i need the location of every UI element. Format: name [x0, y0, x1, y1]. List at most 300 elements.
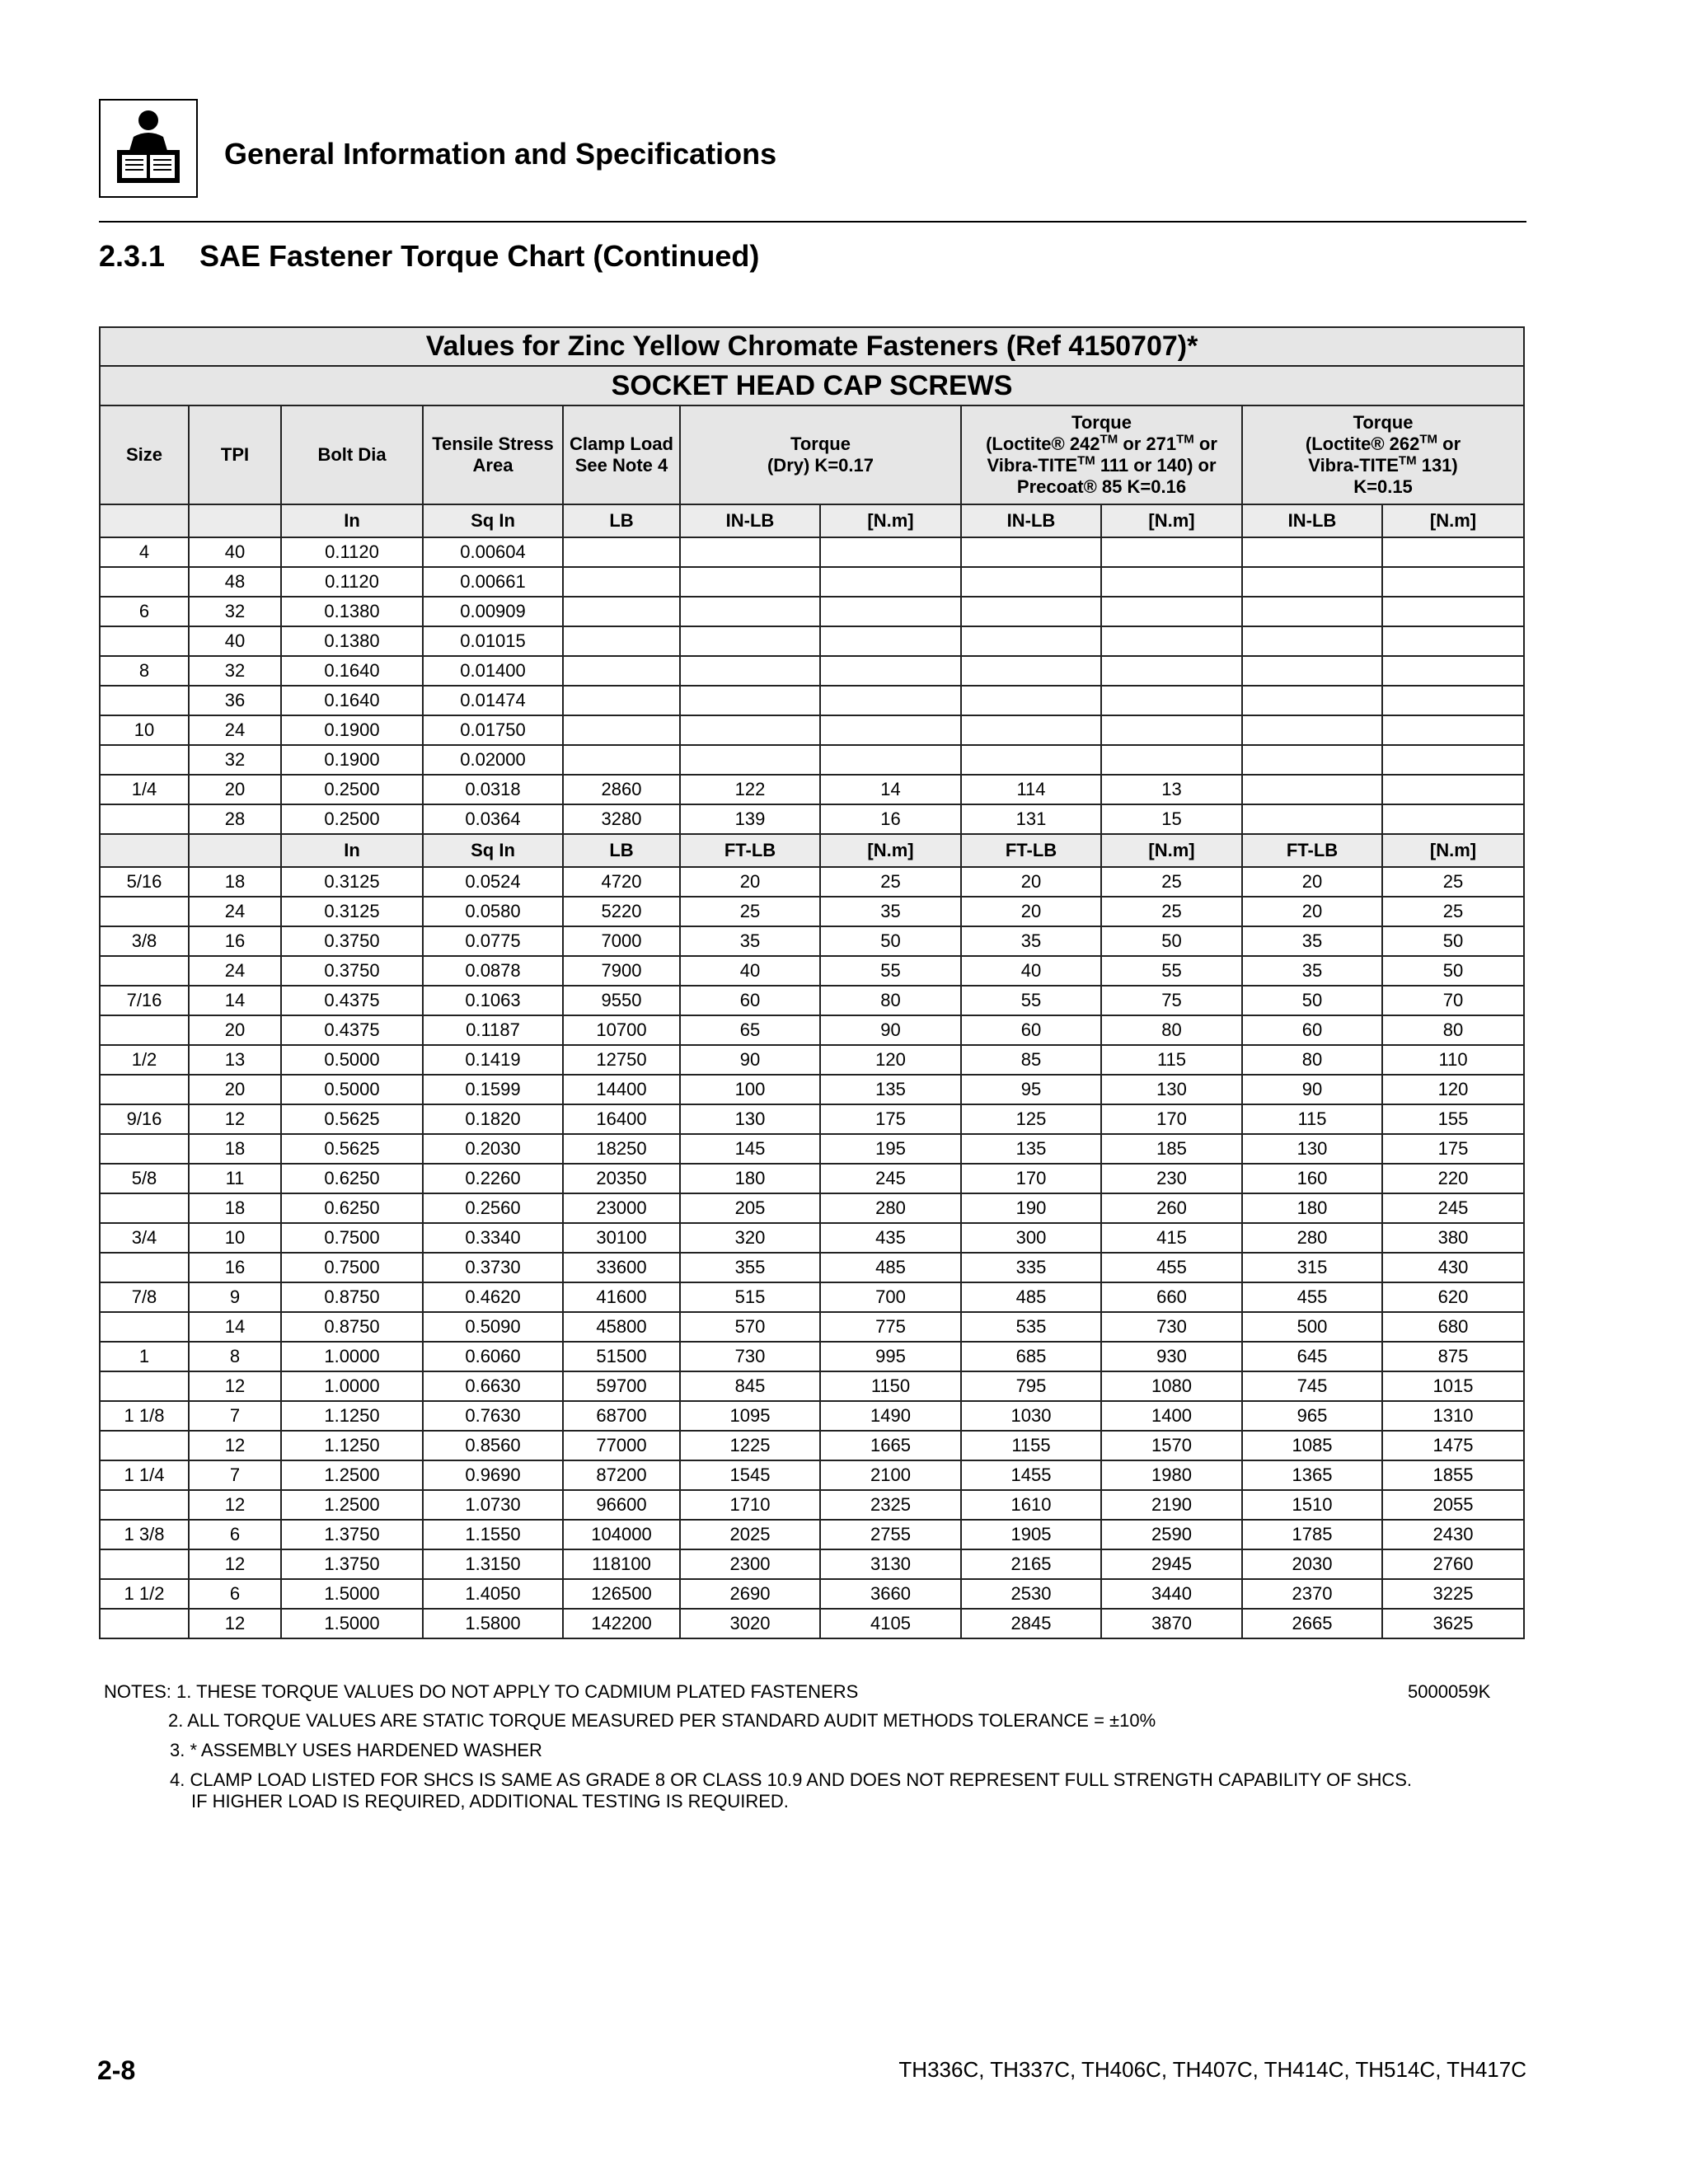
table-cell — [563, 656, 680, 686]
table-row — [100, 686, 1524, 715]
table-cell: 7/8 — [100, 1282, 189, 1312]
table-cell: 7 — [189, 1401, 281, 1431]
unit-cell — [100, 504, 189, 537]
table-cell: 3130 — [820, 1549, 961, 1579]
table-cell: 14 — [189, 986, 281, 1015]
header-tpi: TPI — [189, 405, 281, 504]
table-cell — [961, 656, 1101, 686]
units-row — [100, 834, 1524, 867]
table-cell: 1.3750 — [281, 1549, 423, 1579]
table-cell: 2665 — [1242, 1609, 1382, 1638]
table-cell: 70 — [1382, 986, 1524, 1015]
table-cell — [100, 1549, 189, 1579]
table-row — [100, 1371, 1524, 1401]
table-cell: 2760 — [1382, 1549, 1524, 1579]
table-cell: 12 — [189, 1431, 281, 1460]
table-row — [100, 1282, 1524, 1312]
table-cell: 1455 — [961, 1460, 1101, 1490]
table-cell: 3225 — [1382, 1579, 1524, 1609]
table-cell: 130 — [1242, 1134, 1382, 1164]
table-cell — [1382, 656, 1524, 686]
table-cell: 7000 — [563, 926, 680, 956]
table-cell: 2325 — [820, 1490, 961, 1520]
table-cell: 14 — [820, 775, 961, 804]
table-cell: 1.1550 — [423, 1520, 563, 1549]
table-cell: 40 — [961, 956, 1101, 986]
table-row — [100, 597, 1524, 626]
table-cell — [100, 1193, 189, 1223]
table-cell: 2860 — [563, 775, 680, 804]
table-cell — [100, 745, 189, 775]
table-cell: 0.00661 — [423, 567, 563, 597]
unit-cell: IN-LB — [961, 504, 1101, 537]
table-row — [100, 537, 1524, 567]
table-cell: 515 — [680, 1282, 820, 1312]
table-cell: 35 — [680, 926, 820, 956]
table-cell — [820, 715, 961, 745]
table-row — [100, 1015, 1524, 1045]
table-cell: 0.7500 — [281, 1253, 423, 1282]
table-cell — [100, 1431, 189, 1460]
table-cell: 5/16 — [100, 867, 189, 897]
table-cell: 35 — [1242, 926, 1382, 956]
table-cell: 25 — [1382, 867, 1524, 897]
table-cell: 25 — [1101, 867, 1242, 897]
table-cell: 3660 — [820, 1579, 961, 1609]
table-cell: 2100 — [820, 1460, 961, 1490]
table-cell: 7/16 — [100, 986, 189, 1015]
table-cell: 315 — [1242, 1253, 1382, 1282]
table-cell: 4 — [100, 537, 189, 567]
table-cell: 12 — [189, 1104, 281, 1134]
table-cell: 25 — [680, 897, 820, 926]
table-cell: 1.1250 — [281, 1401, 423, 1431]
table-cell — [680, 745, 820, 775]
table-cell: 0.3125 — [281, 897, 423, 926]
table-cell: 24 — [189, 956, 281, 986]
table-cell — [1382, 537, 1524, 567]
table-cell — [100, 1134, 189, 1164]
table-row — [100, 1223, 1524, 1253]
table-cell: 455 — [1101, 1253, 1242, 1282]
table-cell: 3/4 — [100, 1223, 189, 1253]
table-cell: 0.01015 — [423, 626, 563, 656]
table-cell: 104000 — [563, 1520, 680, 1549]
table-cell: 730 — [680, 1342, 820, 1371]
table-cell: 0.1640 — [281, 686, 423, 715]
table-cell: 2945 — [1101, 1549, 1242, 1579]
table-cell: 8 — [100, 656, 189, 686]
table-cell — [1382, 804, 1524, 834]
table-cell — [563, 686, 680, 715]
table-cell: 145 — [680, 1134, 820, 1164]
table-cell — [100, 804, 189, 834]
table-cell: 41600 — [563, 1282, 680, 1312]
table-row — [100, 1045, 1524, 1075]
table-cell: 1.0000 — [281, 1342, 423, 1371]
table-cell: 25 — [820, 867, 961, 897]
table-cell: 50 — [820, 926, 961, 956]
table-cell: 85 — [961, 1045, 1101, 1075]
table-cell: 10 — [100, 715, 189, 745]
table-cell: 620 — [1382, 1282, 1524, 1312]
table-cell: 220 — [1382, 1164, 1524, 1193]
table-cell: 1/2 — [100, 1045, 189, 1075]
table-cell: 1150 — [820, 1371, 961, 1401]
person-reading-book-icon — [99, 99, 198, 198]
header-torque-loctite-262: Torque (Loctite® 262™ or Vibra-TITE™ 131) K=0.15 — [1242, 405, 1524, 504]
table-cell: 115 — [1101, 1045, 1242, 1075]
table-cell: 1665 — [820, 1431, 961, 1460]
table-cell: 0.0318 — [423, 775, 563, 804]
table-cell: 18250 — [563, 1134, 680, 1164]
table-cell: 12750 — [563, 1045, 680, 1075]
table-cell: 0.4620 — [423, 1282, 563, 1312]
table-cell: 20 — [961, 867, 1101, 897]
table-cell: 875 — [1382, 1342, 1524, 1371]
table-cell — [680, 715, 820, 745]
unit-cell: LB — [563, 834, 680, 867]
table-cell: 175 — [820, 1104, 961, 1134]
table-cell: 4720 — [563, 867, 680, 897]
table-cell: 142200 — [563, 1609, 680, 1638]
table-cell: 126500 — [563, 1579, 680, 1609]
table-cell: 245 — [820, 1164, 961, 1193]
table-cell: 0.1599 — [423, 1075, 563, 1104]
table-cell — [680, 567, 820, 597]
table-cell — [961, 567, 1101, 597]
table-cell: 5220 — [563, 897, 680, 926]
table-cell: 155 — [1382, 1104, 1524, 1134]
table-cell: 20 — [961, 897, 1101, 926]
table-cell: 1.0000 — [281, 1371, 423, 1401]
table-cell: 80 — [1242, 1045, 1382, 1075]
table-cell: 195 — [820, 1134, 961, 1164]
table-row — [100, 1342, 1524, 1371]
table-cell: 930 — [1101, 1342, 1242, 1371]
table-cell: 10700 — [563, 1015, 680, 1045]
table-cell: 40 — [189, 626, 281, 656]
table-row — [100, 1490, 1524, 1520]
table-cell: 16 — [189, 1253, 281, 1282]
torque-table — [99, 326, 1525, 1639]
table-cell: 2165 — [961, 1549, 1101, 1579]
table-cell: 13 — [189, 1045, 281, 1075]
table-cell: 455 — [1242, 1282, 1382, 1312]
table-cell — [1101, 715, 1242, 745]
table-cell — [820, 597, 961, 626]
table-cell — [961, 715, 1101, 745]
table-row — [100, 956, 1524, 986]
table-cell: 80 — [1382, 1015, 1524, 1045]
table-cell — [100, 1609, 189, 1638]
table-cell — [961, 686, 1101, 715]
table-cell: 0.01474 — [423, 686, 563, 715]
chapter-title: General Information and Specifications — [224, 137, 777, 171]
table-cell: 0.4375 — [281, 1015, 423, 1045]
table-cell: 0.1900 — [281, 745, 423, 775]
table-cell — [961, 537, 1101, 567]
table-cell — [1101, 567, 1242, 597]
table-cell: 16400 — [563, 1104, 680, 1134]
table-cell — [680, 537, 820, 567]
table-cell: 33600 — [563, 1253, 680, 1282]
table-cell — [1382, 567, 1524, 597]
header-torque-dry: Torque (Dry) K=0.17 — [680, 405, 961, 504]
table-cell: 1085 — [1242, 1431, 1382, 1460]
table-cell — [563, 626, 680, 656]
table-cell: 1 3/8 — [100, 1520, 189, 1549]
table-cell: 0.7500 — [281, 1223, 423, 1253]
table-cell — [820, 656, 961, 686]
table-cell: 1.3750 — [281, 1520, 423, 1549]
table-cell: 0.6060 — [423, 1342, 563, 1371]
table-cell — [1242, 626, 1382, 656]
table-cell: 0.2560 — [423, 1193, 563, 1223]
table-row — [100, 775, 1524, 804]
table-cell: 3870 — [1101, 1609, 1242, 1638]
table-cell: 700 — [820, 1282, 961, 1312]
table-cell: 205 — [680, 1193, 820, 1223]
table-cell: 0.00604 — [423, 537, 563, 567]
table-row — [100, 715, 1524, 745]
table-cell: 380 — [1382, 1223, 1524, 1253]
table-cell: 20 — [189, 1075, 281, 1104]
table-cell: 0.1900 — [281, 715, 423, 745]
table-cell: 280 — [820, 1193, 961, 1223]
table-cell: 35 — [820, 897, 961, 926]
unit-cell: In — [281, 504, 423, 537]
unit-cell: FT-LB — [1242, 834, 1382, 867]
table-cell — [100, 1015, 189, 1045]
table-cell: 2430 — [1382, 1520, 1524, 1549]
table-cell: 30100 — [563, 1223, 680, 1253]
table-cell: 24 — [189, 897, 281, 926]
table-cell: 32 — [189, 745, 281, 775]
table-cell: 1.2500 — [281, 1490, 423, 1520]
table-cell — [680, 626, 820, 656]
table-cell: 2590 — [1101, 1520, 1242, 1549]
table-cell: 0.5000 — [281, 1075, 423, 1104]
table-cell: 80 — [1101, 1015, 1242, 1045]
table-cell: 0.0775 — [423, 926, 563, 956]
table-cell — [961, 745, 1101, 775]
table-cell: 280 — [1242, 1223, 1382, 1253]
table-row — [100, 745, 1524, 775]
table-cell: 2845 — [961, 1609, 1101, 1638]
table-cell — [100, 567, 189, 597]
table-cell: 2025 — [680, 1520, 820, 1549]
unit-cell: FT-LB — [680, 834, 820, 867]
table-cell: 60 — [1242, 1015, 1382, 1045]
table-cell: 1 1/4 — [100, 1460, 189, 1490]
table-cell: 1225 — [680, 1431, 820, 1460]
table-cell: 14400 — [563, 1075, 680, 1104]
table-cell — [100, 897, 189, 926]
table-cell: 3020 — [680, 1609, 820, 1638]
table-cell: 160 — [1242, 1164, 1382, 1193]
table-cell: 845 — [680, 1371, 820, 1401]
table-cell: 1.2500 — [281, 1460, 423, 1490]
table-cell: 35 — [961, 926, 1101, 956]
table-cell: 6 — [189, 1520, 281, 1549]
table-cell: 570 — [680, 1312, 820, 1342]
unit-cell — [100, 834, 189, 867]
table-cell: 90 — [1242, 1075, 1382, 1104]
unit-cell — [189, 504, 281, 537]
table-cell — [820, 567, 961, 597]
note-2: 2. ALL TORQUE VALUES ARE STATIC TORQUE MEASURED PER STANDARD AUDIT METHODS TOLERANCE = ±10% — [168, 1710, 1156, 1731]
table-cell: 68700 — [563, 1401, 680, 1431]
table-cell: 430 — [1382, 1253, 1524, 1282]
table-cell: 20 — [189, 775, 281, 804]
table-row — [100, 1431, 1524, 1460]
table-cell: 685 — [961, 1342, 1101, 1371]
table-cell — [1242, 567, 1382, 597]
table-cell: 0.8750 — [281, 1312, 423, 1342]
table-cell — [820, 686, 961, 715]
header-size: Size — [100, 405, 189, 504]
table-cell: 0.5090 — [423, 1312, 563, 1342]
table-cell: 245 — [1382, 1193, 1524, 1223]
table-cell: 1 1/8 — [100, 1401, 189, 1431]
table-cell: 9/16 — [100, 1104, 189, 1134]
table-cell: 0.1640 — [281, 656, 423, 686]
table-cell: 0.01750 — [423, 715, 563, 745]
table-cell: 170 — [1101, 1104, 1242, 1134]
table-cell: 50 — [1101, 926, 1242, 956]
table-row — [100, 1164, 1524, 1193]
table-cell — [100, 686, 189, 715]
table-cell — [680, 656, 820, 686]
table-cell — [100, 626, 189, 656]
table-cell: 122 — [680, 775, 820, 804]
table-row — [100, 1253, 1524, 1282]
model-list: TH336C, TH337C, TH406C, TH407C, TH414C, TH514C, TH417C — [898, 2057, 1526, 2082]
table-cell: 18 — [189, 1134, 281, 1164]
table-cell: 0.1187 — [423, 1015, 563, 1045]
table-cell: 12 — [189, 1609, 281, 1638]
table-cell: 4105 — [820, 1609, 961, 1638]
table-cell: 1365 — [1242, 1460, 1382, 1490]
table-cell: 2300 — [680, 1549, 820, 1579]
table-cell: 23000 — [563, 1193, 680, 1223]
table-cell — [1101, 597, 1242, 626]
table-cell: 1310 — [1382, 1401, 1524, 1431]
table-cell — [100, 1312, 189, 1342]
table-cell: 135 — [820, 1075, 961, 1104]
unit-cell: [N.m] — [1382, 834, 1524, 867]
table-cell: 1095 — [680, 1401, 820, 1431]
table-cell — [820, 626, 961, 656]
table-cell: 87200 — [563, 1460, 680, 1490]
table-cell: 535 — [961, 1312, 1101, 1342]
table-cell: 1400 — [1101, 1401, 1242, 1431]
table-cell: 50 — [1242, 986, 1382, 1015]
table-cell: 20 — [1242, 897, 1382, 926]
table-cell: 12 — [189, 1549, 281, 1579]
header-bolt-dia: Bolt Dia — [281, 405, 423, 504]
table-cell: 0.1063 — [423, 986, 563, 1015]
table-cell: 18 — [189, 867, 281, 897]
table-cell: 2055 — [1382, 1490, 1524, 1520]
table-cell: 7 — [189, 1460, 281, 1490]
table-cell: 14 — [189, 1312, 281, 1342]
table-cell: 60 — [680, 986, 820, 1015]
table-row — [100, 897, 1524, 926]
table-cell: 130 — [1101, 1075, 1242, 1104]
table-row — [100, 1193, 1524, 1223]
table-cell: 2755 — [820, 1520, 961, 1549]
table-cell: 0.8560 — [423, 1431, 563, 1460]
table-cell: 0.0878 — [423, 956, 563, 986]
table-cell: 0.1419 — [423, 1045, 563, 1075]
table-cell: 260 — [1101, 1193, 1242, 1223]
table-cell: 90 — [820, 1015, 961, 1045]
table-cell: 55 — [820, 956, 961, 986]
table-cell: 2690 — [680, 1579, 820, 1609]
unit-cell: [N.m] — [1101, 834, 1242, 867]
table-cell: 0.8750 — [281, 1282, 423, 1312]
table-cell — [563, 715, 680, 745]
table-cell: 0.0524 — [423, 867, 563, 897]
table-subtitle: SOCKET HEAD CAP SCREWS — [100, 366, 1524, 405]
table-cell: 55 — [961, 986, 1101, 1015]
table-cell: 1610 — [961, 1490, 1101, 1520]
table-cell: 12 — [189, 1371, 281, 1401]
document-reference: 5000059K — [1408, 1681, 1491, 1702]
table-cell — [1242, 745, 1382, 775]
table-cell: 0.0580 — [423, 897, 563, 926]
table-cell: 1475 — [1382, 1431, 1524, 1460]
table-cell: 50 — [1382, 956, 1524, 986]
table-cell: 0.6250 — [281, 1193, 423, 1223]
table-cell: 32 — [189, 656, 281, 686]
table-cell: 15 — [1101, 804, 1242, 834]
table-title: Values for Zinc Yellow Chromate Fasteners (Ref 4150707)* — [100, 327, 1524, 366]
table-cell: 120 — [1382, 1075, 1524, 1104]
table-cell: 20 — [189, 1015, 281, 1045]
table-cell: 775 — [820, 1312, 961, 1342]
table-cell: 100 — [680, 1075, 820, 1104]
table-cell: 965 — [1242, 1401, 1382, 1431]
table-cell: 20 — [680, 867, 820, 897]
table-cell: 0.5625 — [281, 1134, 423, 1164]
table-cell: 10 — [189, 1223, 281, 1253]
table-cell: 0.2030 — [423, 1134, 563, 1164]
table-cell: 65 — [680, 1015, 820, 1045]
table-cell — [563, 567, 680, 597]
table-cell — [563, 597, 680, 626]
unit-cell: [N.m] — [1382, 504, 1524, 537]
table-row — [100, 567, 1524, 597]
table-cell: 0.5625 — [281, 1104, 423, 1134]
table-row — [100, 1520, 1524, 1549]
table-cell — [100, 1490, 189, 1520]
table-cell: 0.1380 — [281, 597, 423, 626]
table-cell: 16 — [820, 804, 961, 834]
table-cell — [1242, 656, 1382, 686]
table-cell: 1570 — [1101, 1431, 1242, 1460]
table-cell: 995 — [820, 1342, 961, 1371]
unit-cell: [N.m] — [1101, 504, 1242, 537]
table-cell: 0.3750 — [281, 926, 423, 956]
table-cell: 0.6250 — [281, 1164, 423, 1193]
table-cell — [1382, 597, 1524, 626]
table-cell: 60 — [961, 1015, 1101, 1045]
table-cell: 745 — [1242, 1371, 1382, 1401]
table-cell — [1382, 745, 1524, 775]
